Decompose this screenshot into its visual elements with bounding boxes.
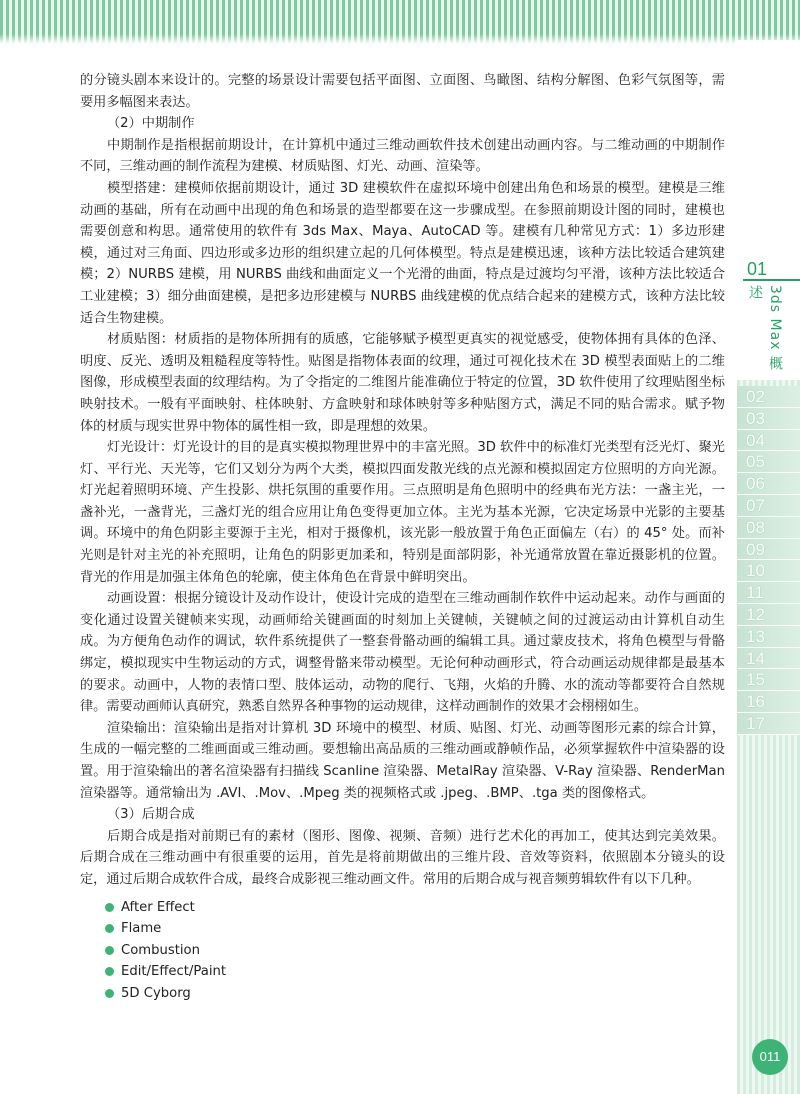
list-item — [105, 983, 725, 1005]
list-item — [105, 961, 725, 983]
paragraph-post-production: 后期合成是指对前期已有的素材（图形、图像、视频、音频）进行艺术化的再加工，使其达到完美效果。后期合成在三维动画中有很重要的运用，首先是将前期做出的三维片段、音效等资料，依照剧本分镜头的设定，通过后期合成软件合成，最终合成影视三维动画文件。常用的后期合成与视音频剪辑软件有以下几种。 — [80, 828, 725, 887]
chapter-tab-08[interactable]: 08 — [737, 517, 800, 539]
software-name: 5D Cyborg — [121, 985, 191, 1001]
paragraph-rendering: 渲染输出：渲染输出是指对计算机 3D 环境中的模型、材质、贴图、灯光、动画等图形元素的综合计算，生成的一幅完整的二维画面或三维动画。要想输出高品质的三维动画或静帧作品，必须掌握软件中渲染器的设置。用于渲染输出的著名渲染器有扫描线 Scanline 渲染器、MetalRay 渲染器、V-Ray 渲染器、RenderMan 渲染器等。通常输出为 .AVI、.Mov、.Mpeg 类的视频格式或 .jpeg、.BMP、.tga 类的图像格式。 — [80, 720, 725, 801]
bullet-dot-icon — [105, 903, 114, 912]
chapter-tab-10[interactable]: 10 — [737, 560, 800, 582]
active-chapter-rule — [743, 279, 800, 281]
chapter-tab-13[interactable]: 13 — [737, 626, 800, 648]
chapter-tab-07[interactable]: 07 — [737, 495, 800, 517]
bullet-dot-icon — [105, 989, 114, 998]
chapter-tab-03[interactable]: 03 — [737, 408, 800, 430]
paragraph-material: 材质贴图：材质指的是物体所拥有的质感，它能够赋予模型更真实的视觉感受，使物体拥有具体的色泽、明度、反光、透明及粗糙程度等特性。贴图是指物体表面的纹理，通过可视化技术在 3D 模型表面贴上的二维图像，形成模型表面的纹理结构。为了令指定的二维图片能准确位于特定的位置，3D 软件使用了纹理贴图坐标映射技术。一般有平面映射、柱体映射、方盒映射和球体映射等多种贴图方式，满足不同的贴合需求。赋予物体的材质与现实世界中物体的属性相一致，即是理想的效果。 — [80, 332, 725, 434]
page-number-badge: 011 — [752, 1039, 788, 1075]
page-content — [80, 70, 725, 1005]
paragraph-mid-production: 中期制作是指根据前期设计，在计算机中通过三维动画软件技术创建出动画内容。与二维动画的中期制作不同，三维动画的制作流程为建模、材质贴图、灯光、动画、渲染等。 — [80, 137, 725, 175]
bullet-dot-icon — [105, 924, 114, 933]
active-chapter-number: 01 — [747, 259, 768, 279]
active-chapter-title: 3ds Max 概述 — [747, 285, 783, 371]
chapter-tab-11[interactable]: 11 — [737, 582, 800, 604]
chapter-tab-17[interactable]: 17 — [737, 713, 800, 735]
bullet-dot-icon — [105, 967, 114, 976]
paragraph-animation: 动画设置：根据分镜设计及动作设计，使设计完成的造型在三维动画制作软件中运动起来。动作与画面的变化通过设置关键帧来实现，动画师给关键画面的时刻加上关键帧，关键帧之间的过渡运动由计算机自动生成。为方便角色动作的调试，软件系统提供了一整套骨骼动画的编辑工具。通过蒙皮技术，将角色模型与骨骼绑定，模拟现实中生物运动的方式，调整骨骼来带动模型。无论何种动画形式，符合动画运动规律都是最基本的要求。动画中，人物的表情口型、肢体运动，动物的爬行、飞翔，火焰的升腾、水的流动等都要符合自然规律。需要动画师认真研究，熟悉自然界各种事物的运动规律，这样动画制作的效果才会栩栩如生。 — [80, 591, 725, 715]
paragraph-scene-design: 的分镜头剧本来设计的。完整的场景设计需要包括平面图、立面图、鸟瞰图、结构分解图、色彩气氛图等，需要用多幅图来表达。 — [80, 73, 725, 110]
software-list — [80, 897, 725, 1005]
list-item — [105, 897, 725, 919]
chapter-tab-15[interactable]: 15 — [737, 669, 800, 691]
paragraph-modeling: 模型搭建：建模师依据前期设计，通过 3D 建模软件在虚拟环境中创建出角色和场景的模型。建模是三维动画的基础，所有在动画中出现的角色和场景的造型都要在这一步骤成型。在参照前期设计图的同时，建模也需要创意和构思。通常使用的软件有 3ds Max、Maya、AutoCAD 等。建模有几种常见方式：1）多边形建模，通过对三角面、四边形或多边形的组织建立起的几何体模型。特点是建模迅速，该种方法比较适合建筑建模；2）NURBS 建模，用 NURBS 曲线和曲面定义一个光滑的曲面，特点是过渡均匀平滑，该种方法比较适合工业建模；3）细分曲面建模，是把多边形建模与 NURBS 曲线建模的优点结合起来的建模方式，该种方法比较适合生物建模。 — [80, 180, 725, 326]
heading-mid-production: （2）中期制作 — [107, 116, 195, 132]
chapter-tab-04[interactable]: 04 — [737, 430, 800, 452]
bullet-dot-icon — [105, 946, 114, 955]
list-item — [105, 940, 725, 962]
chapter-tab-12[interactable]: 12 — [737, 604, 800, 626]
chapter-tab-16[interactable]: 16 — [737, 691, 800, 713]
chapter-tab-06[interactable]: 06 — [737, 473, 800, 495]
chapter-tab-09[interactable]: 09 — [737, 539, 800, 561]
chapter-tab-14[interactable]: 14 — [737, 648, 800, 670]
list-item — [105, 918, 725, 940]
chapter-list — [737, 386, 800, 735]
software-name: Flame — [121, 921, 162, 937]
software-name: Edit/Effect/Paint — [121, 964, 227, 980]
heading-post-production: （3）后期合成 — [107, 807, 195, 823]
chapter-tab-02[interactable]: 02 — [737, 386, 800, 408]
active-chapter-tab[interactable] — [737, 255, 800, 375]
software-name: Combustion — [121, 942, 200, 958]
chapter-tab-05[interactable]: 05 — [737, 451, 800, 473]
paragraph-lighting: 灯光设计：灯光设计的目的是真实模拟物理世界中的丰富光照。3D 软件中的标准灯光类型有泛光灯、聚光灯、平行光、天光等，它们又划分为两个大类，模拟四面发散光线的点光源和模拟固定方位照明的方向光源。灯光起着照明环境、产生投影、烘托氛围的重要作用。三点照明是角色照明中的经典布光方法：一盏主光，一盏补光，一盏背光，三盏灯光的组合应用让角色变得更加立体。主光为基本光源，它决定场景中光影的主要基调。环境中的角色阴影主要源于主光，相对于摄像机，该光影一般放置于角色正面偏左（右）的 45° 处。而补光则是针对主光的补充照明，让角色的阴影更加柔和，特别是面部阴影，补光通常放置在靠近摄影机的位置。背光的作用是加强主体角色的轮廓，使主体角色在背景中鲜明突出。 — [80, 440, 725, 585]
software-name: After Effect — [121, 899, 195, 915]
top-decorative-band — [0, 0, 800, 44]
